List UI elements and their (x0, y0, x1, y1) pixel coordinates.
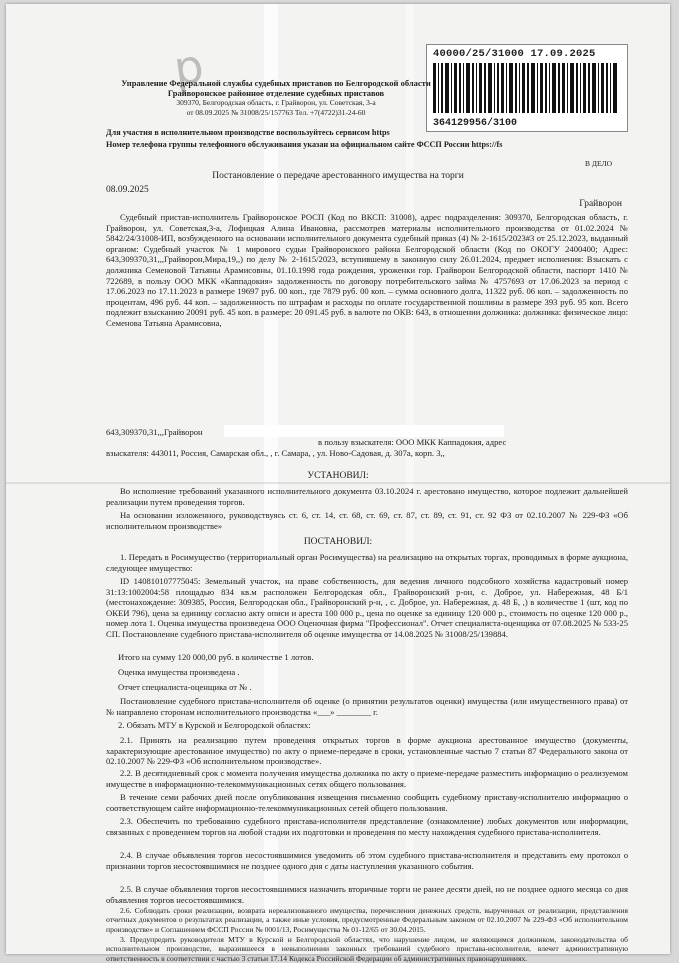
valuation-line: Оценка имущества произведена . (118, 667, 240, 677)
item-2-3: 2.3. Обеспечить по требованию судебного пристава-исполнителя представление (ознакомление) любых документов или информации, связанных с проведением торгов на любой стадии их подготовки и проведения по месту нахождения судебного пристава-исполнителя. (106, 816, 628, 837)
item-2-6: 2.6. Соблюдать сроки реализации, возврата нереализованного имущества, перечисления денежных средств, вырученных от реализации, представления отчетных документов о результатах реализации, а также иные условия, предусмотренные Федеральным законом от 02.10.2007 № 229-ФЗ «Об исполнительном производстве» и Соглашением ФССП России № 0001/13, Росимущества № 01-12/65 от 30.04.2015. (106, 906, 628, 934)
fold-line (6, 482, 670, 484)
org-phone: от 08.09.2025 № 31008/25/157763 Тел. +7(4722)31-24-60 (186, 108, 366, 117)
barcode-bottom-text: 364129956/3100 (433, 118, 518, 129)
document-title: Постановление о передаче арестованного имущества на торги (212, 171, 464, 181)
org-address: 309370, Белгородская область, г. Грайворон, ул. Советская, 3-а (176, 98, 376, 107)
report-line: Отчет специалиста-оценщика от № . (118, 682, 252, 692)
item-2-5: 2.5. В случае объявления торгов несостоявшимися назначить вторичные торги не ранее десяти дней, но не позднее одного месяца со дня объявления торгов несостоявшимися. (106, 884, 628, 905)
ustanovil-basis: На основании изложенного, руководствуясь ст. 6, ст. 14, ст. 68, ст. 69, ст. 87, ст. 89, ст. 91, ст. 92 ФЗ от 02.10.2007 № 229-ФЗ «Об исполнительном производстве» (106, 510, 628, 531)
intro-tail-2b: взыскателя: 443011, Россия, Самарская обл., , г. Самара, , ул. Ново-Садовая, д. 307а, корп. 3,, (106, 448, 445, 458)
phone-group-line: Номер телефона группы телефонного обслуживания указан на официальном сайте ФССП России https://fs (106, 140, 503, 149)
ustanovil-text: Во исполнение требований указанного исполнительного документа 03.10.2024 г. арестовано имущество, которое подлежит дальнейшей реализации путем проведения торгов. (106, 486, 628, 507)
document-page (6, 4, 670, 963)
issuing-authority (106, 78, 446, 118)
acceptance-paragraph: Постановление судебного пристава-исполнителя об оценке (о принятии результатов оценки) имущества (или имущественного права) от № направлено сторонам исполнительного производства «___» ________ г. (106, 696, 628, 717)
item-2-4: 2.4. В случае объявления торгов несостоявшимися уведомить об этом судебного пристава-исполнителя и представить ему протокол о признании торгов несостоявшимися не позднее одного дня с даты наступления указанного события. (106, 850, 628, 871)
item-2-2: 2.2. В десятидневный срок с момента получения имущества должника по акту о приеме-передаче разместить информацию о реализуемом имуществе в информационно-телекоммуникационных сетях общего пользования. (106, 768, 628, 789)
intro-tail-1: 643,309370,31,,,Грайворон (106, 427, 203, 437)
item-2-2b: В течение семи рабочих дней после опубликования извещения письменно сообщить судебному приставу-исполнителю информацию о соответствующем сайте информационно-телекоммуникационных сетей общего пользования. (106, 792, 628, 813)
property-description: ID 140810107775045: Земельный участок, на праве собственность, для ведения личного подсобного хозяйства кадастровый номер 31:13:1002004:58 площадью 834 кв.м расположен Белгородская обл., Грайворонский р-он, с. Доброе, ул. Набережная, 48 Б/1 (местонахождение: 309385, Россия, Белгородская обл., Грайворонский р-н, , с. Доброе, ул. Набережная, д. 48 Б, ,) в количестве 1 (шт, код по ОКЕИ 796), цена за единицу согласно акту описи и ареста 100 000 р., цена по оценке за единицу 120 000 р., стоимость по оценке 120 000 р., номер лота 1. Оценка имущества произведена ООО Оценочная фирма "Профессионал". Отчет специалиста-оценщика от 07.08.2025 № 533-25 СП. Постановление судебного пристава-исполнителя об оценке имущества от 14.08.2025 № 31008/25/139884. (106, 576, 628, 639)
item-1: 1. Передать в Росимущество (территориальный орган Росимущества) на реализацию на открытых торгах, проводимых в форме аукциона, следующее имущество: (106, 552, 628, 573)
services-line: Для участия в исполнительном производстве воспользуйтесь сервисом https (106, 128, 390, 137)
total-line: Итого на сумму 120 000,00 руб. в количестве 1 лотов. (118, 652, 314, 662)
document-date: 08.09.2025 (106, 185, 149, 195)
intro-paragraph: Судебный пристав-исполнитель Грайворонское РОСП (Код по ВКСП: 31008), адрес подразделения: 309370, Белгородская область, г. Грайворон, ул. Советская,3-а, Лофицкая Алина Ивановна, рассмотрев материалы исполнительного производства от 01.02.2024 № 5842/24/31008-ИП, возбужденного на основании исполнительного документа судебный приказ (4) № 2-1615/2023#3 от 25.12.2023, выданный органом: Судебный участок № 1 мирового судьи Грайворонского района Белгородской области (Код по ОКОГУ 2400400; Адрес: 643,309370,31,,,Грайворон,Мира,19,,) по делу № 2-1615/2023, вступившему в законную силу 26.01.2024, предмет исполнения: Взыскать с должника Семеновой Татьяны Арамисовны, 01.10.1998 года рождения, уроженки гор. Грайворон Белгородской области, паспорт 1410 № 722689, в пользу ООО МКК «Каппадокия» задолженность по договору потребительского займа № 4757693 от 17.06.2023 за период с 17.06.2023 по 17.11.2023 в размере 19697 руб. 00 коп., где 7879 руб. 00 коп. – сумма основного долга, 11322 руб. 06 коп. – задолженность по процентам, 496 руб. 44 коп. – задолженность по штрафам и расходы по оплате государственной пошлины в размере 393 руб. 95 коп. Всего подлежит взысканию 20091 руб. 45 коп. в размере: 20 091.45 руб. в валюте по ОКВ: 643, в отношении должника: должника: физическое лицо: Семенова Татьяна Арамисовна, (106, 212, 628, 328)
barcode-label (426, 44, 628, 132)
intro-tail-2a: в пользу взыскателя: ООО МКК Каппадокия, адрес (318, 437, 507, 447)
item-2-1: 2.1. Принять на реализацию путем проведения открытых торгов в форме аукциона арестованное имущество (документы, характеризующие арестованное имущество) по акту о приеме-передаче в сроки, установленные частью 7 статьи 87 Федерального закона от 02.10.2007 № 229-ФЗ «Об исполнительном производстве». (106, 735, 628, 767)
org-line-2: Грайворонское районное отделение судебных приставов (167, 88, 385, 98)
handwritten-mark: р (170, 38, 207, 96)
section-heading-ustanovil: УСТАНОВИЛ: (307, 471, 369, 481)
barcode-icon (433, 63, 619, 113)
barcode-top-text: 40000/25/31000 17.09.2025 (433, 48, 596, 60)
section-heading-postanovil: ПОСТАНОВИЛ: (303, 537, 373, 547)
in-file-mark: В ДЕЛО (585, 159, 612, 168)
org-line-1: Управление Федеральной службы судебных приставов по Белгородской области (121, 78, 431, 88)
item-2: 2. Обязать МТУ в Курской и Белгородской областях: (118, 720, 311, 730)
redaction (224, 425, 504, 437)
item-3: 3. Предупредить руководителя МТУ в Курской и Белгородской областях, что нарушение лицом, не являющимся должником, законодательства об исполнительном производстве, выразившееся в невыполнении законных требований судебного пристава-исполнителя, влечет административную ответственность в соответствии с частью 3 статьи 17.14 Кодекса Российской Федерации об административных правонарушениях. (106, 935, 628, 963)
document-city: Грайворон (579, 199, 622, 209)
